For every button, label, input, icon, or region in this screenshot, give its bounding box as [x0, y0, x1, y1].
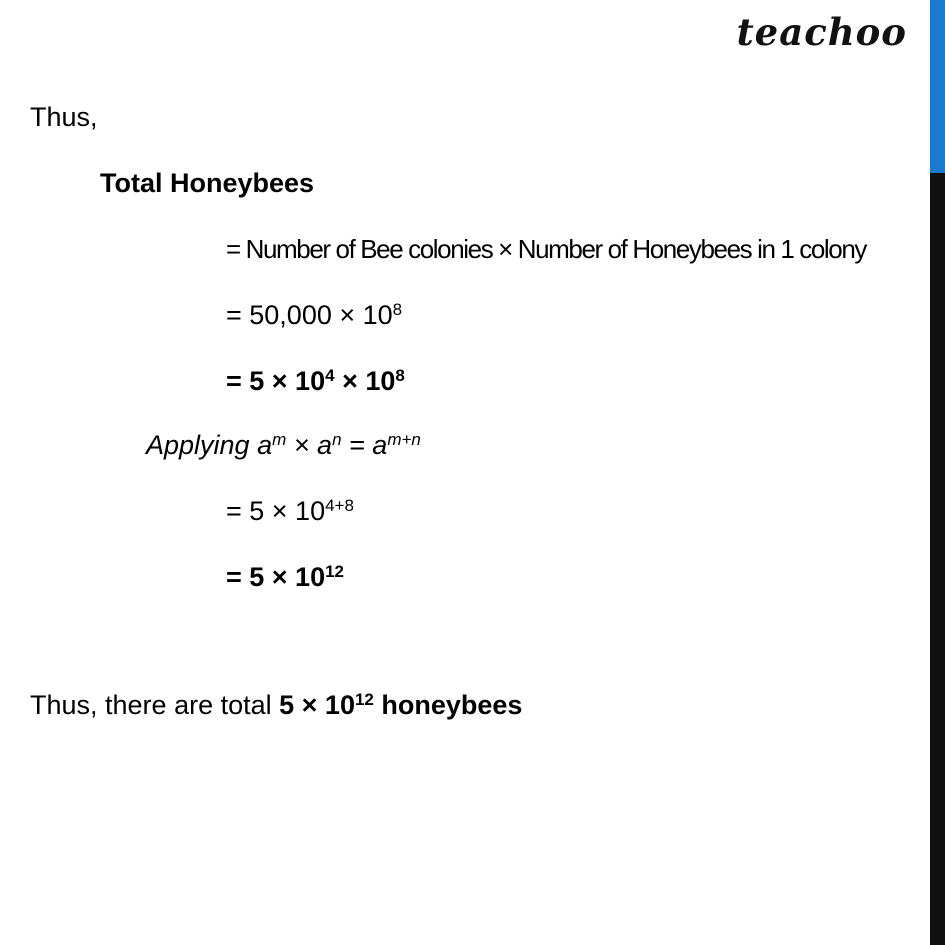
step-rewrite-mid: × 10	[334, 366, 396, 396]
step-result-bold	[226, 562, 344, 592]
step-rewrite-bold	[226, 366, 405, 396]
conclusion-suffix: honeybees	[373, 690, 523, 720]
rule-exp-n: n	[332, 429, 342, 449]
step-apply-base: = 5 × 10	[226, 496, 326, 526]
rule-exp-sum: m+n	[387, 429, 421, 449]
section-heading	[100, 166, 314, 200]
conclusion-base: 5 × 10	[279, 690, 355, 720]
conclusion-prefix: Thus, there are total	[30, 690, 280, 720]
vertical-scrollbar[interactable]	[930, 0, 945, 945]
conclusion-exponent: 12	[354, 689, 374, 709]
rule-mid-1: × a	[286, 430, 333, 460]
step-result-exponent: 12	[325, 561, 345, 581]
teachoo-logo: teachoo	[736, 10, 907, 54]
step-rewrite-exp-2: 8	[395, 365, 405, 385]
step-multiply-base: = 50,000 × 10	[226, 300, 393, 330]
step-result-base: = 5 × 10	[226, 562, 326, 592]
step-apply-exponent: 4+8	[325, 495, 354, 515]
conclusion-text	[30, 688, 522, 722]
step-multiply	[226, 298, 402, 332]
rule-prefix: Applying a	[146, 430, 273, 460]
step-multiply-exponent: 8	[392, 299, 403, 319]
step-equation-words: = Number of Bee colonies × Number of Honeybees in 1 colony	[226, 234, 866, 264]
step-rewrite-base: = 5 × 10	[226, 366, 326, 396]
scrollbar-thumb[interactable]	[930, 0, 945, 173]
step-result	[226, 560, 344, 594]
step-apply-rule	[226, 494, 354, 528]
rule-mid-2: = a	[341, 430, 388, 460]
heading-text: Total Honeybees	[100, 168, 315, 198]
step-rewrite	[226, 364, 405, 398]
intro-text: Thus,	[30, 102, 98, 132]
exponent-rule	[146, 428, 421, 462]
rule-exp-m: m	[272, 429, 287, 449]
step-rewrite-exp-1: 4	[325, 365, 335, 385]
conclusion-bold	[279, 690, 522, 720]
